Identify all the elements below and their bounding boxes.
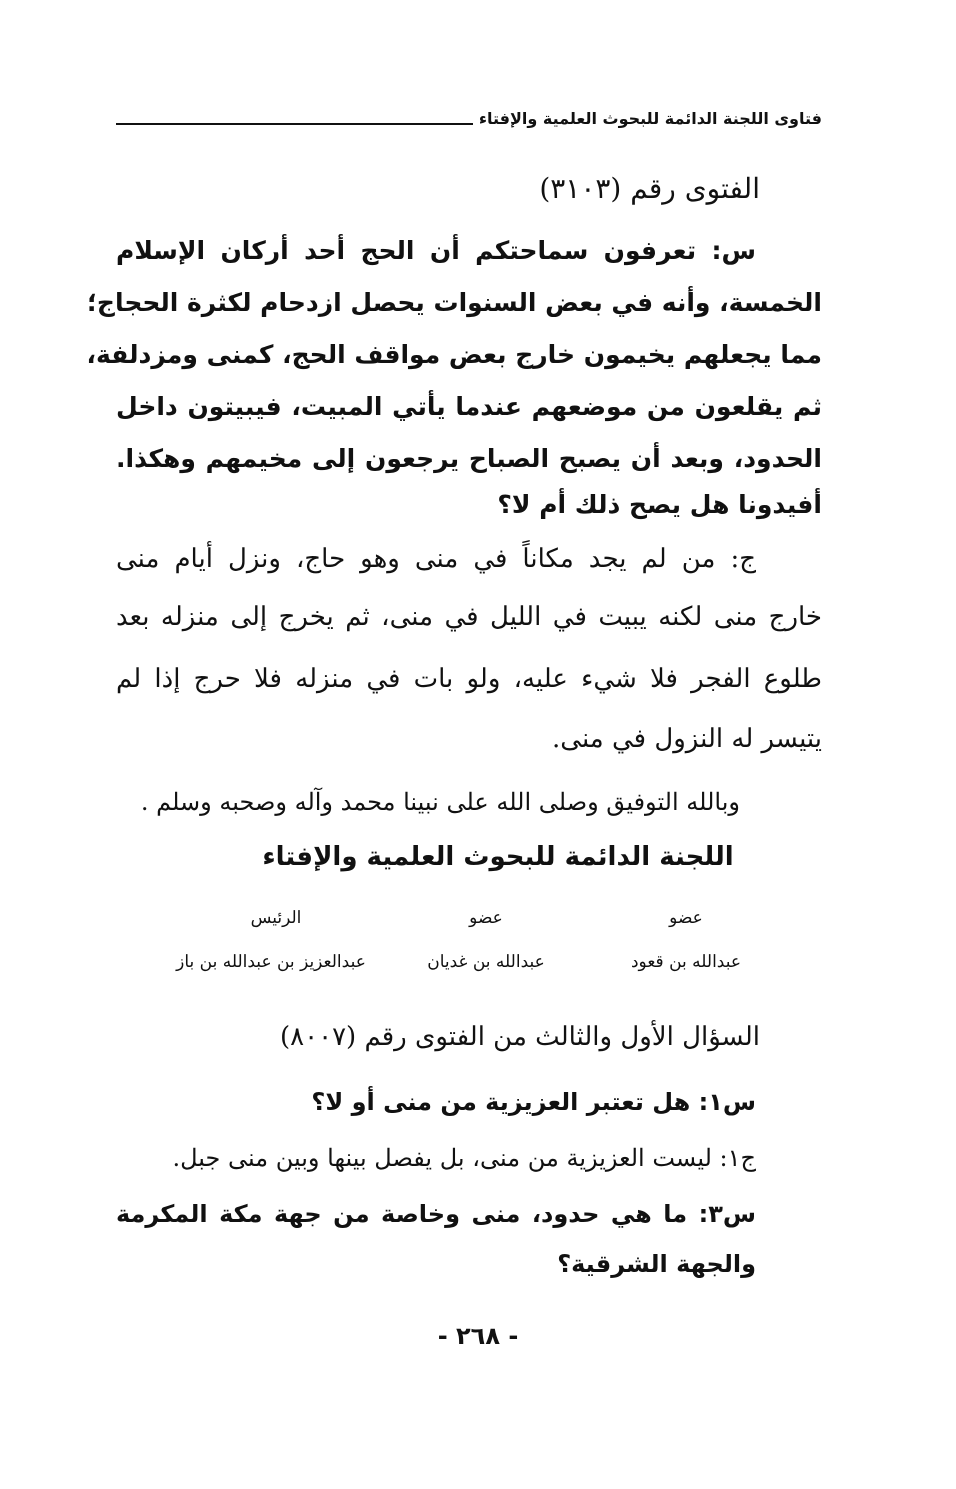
question-3-line-1: س٣: ما هي حدود، منى وخاصة من جهة مكة المكرمة xyxy=(116,1200,756,1228)
running-header xyxy=(116,100,822,136)
signatory-3-role: الرئيس xyxy=(250,908,302,928)
question-line-2: الخمسة، وأنه في بعض السنوات يحصل ازدحام لكثرة الحجاج؛ xyxy=(86,288,822,317)
answer-line-3: طلوع الفجر فلا شيء عليه، ولو بات في منزله فلا حرج إذا لم xyxy=(116,664,822,694)
answer-1: ج١: ليست العزيزية من منى، بل يفصل بينها وبين منى جبل. xyxy=(172,1144,756,1172)
question-line-3: مما يجعلهم يخيمون خارج بعض مواقف الحج، كمنى ومزدلفة، xyxy=(86,340,822,369)
header-rule xyxy=(116,123,473,125)
question-line-1: س: تعرفون سماحتكم أن الحج أحد أركان الإسلام xyxy=(116,236,756,265)
question-1: س١: هل تعتبر العزيزية من منى أو لا؟ xyxy=(311,1088,756,1116)
question-line-5: الحدود، وبعد أن يصبح الصباح يرجعون إلى مخيمهم وهكذا. xyxy=(116,444,822,473)
fatwa-2-heading: السؤال الأول والثالث من الفتوى رقم (٨٠٠٧) xyxy=(280,1022,760,1052)
answer-line-4: يتيسر له النزول في منى. xyxy=(552,724,822,754)
question-line-6: أفيدونا هل يصح ذلك أم لا؟ xyxy=(497,490,822,519)
answer-line-1: ج: من لم يجد مكاناً في منى وهو حاج، ونزل أيام منى xyxy=(116,544,756,574)
signatory-1-name: عبدالله بن قعود xyxy=(630,952,741,972)
signatory-3-name: عبدالعزيز بن عبدالله بن باز xyxy=(176,952,366,972)
closing-formula: وبالله التوفيق وصلى الله على نبينا محمد وآله وصحبه وسلم . xyxy=(140,788,740,816)
fatwa-number-heading: الفتوى رقم (٣١٠٣) xyxy=(539,172,760,205)
committee-title: اللجنة الدائمة للبحوث العلمية والإفتاء xyxy=(262,842,734,872)
signatory-1-role: عضو xyxy=(669,908,703,928)
question-line-4: ثم يقلعون من موضعهم عندما يأتي المبيت، فيبيتون داخل xyxy=(116,392,822,421)
answer-line-2: خارج منى لكنه يبيت في الليل في منى، ثم يخرج إلى منزله بعد xyxy=(116,602,822,632)
question-3-line-2: والجهة الشرقية؟ xyxy=(557,1250,756,1278)
signatory-2-name: عبدالله بن غديان xyxy=(427,952,545,972)
header-title: فتاوى اللجنة الدائمة للبحوث العلمية والإفتاء xyxy=(478,108,822,128)
signatory-2-role: عضو xyxy=(469,908,503,928)
page-number: - ٢٦٨ - xyxy=(437,1322,519,1350)
